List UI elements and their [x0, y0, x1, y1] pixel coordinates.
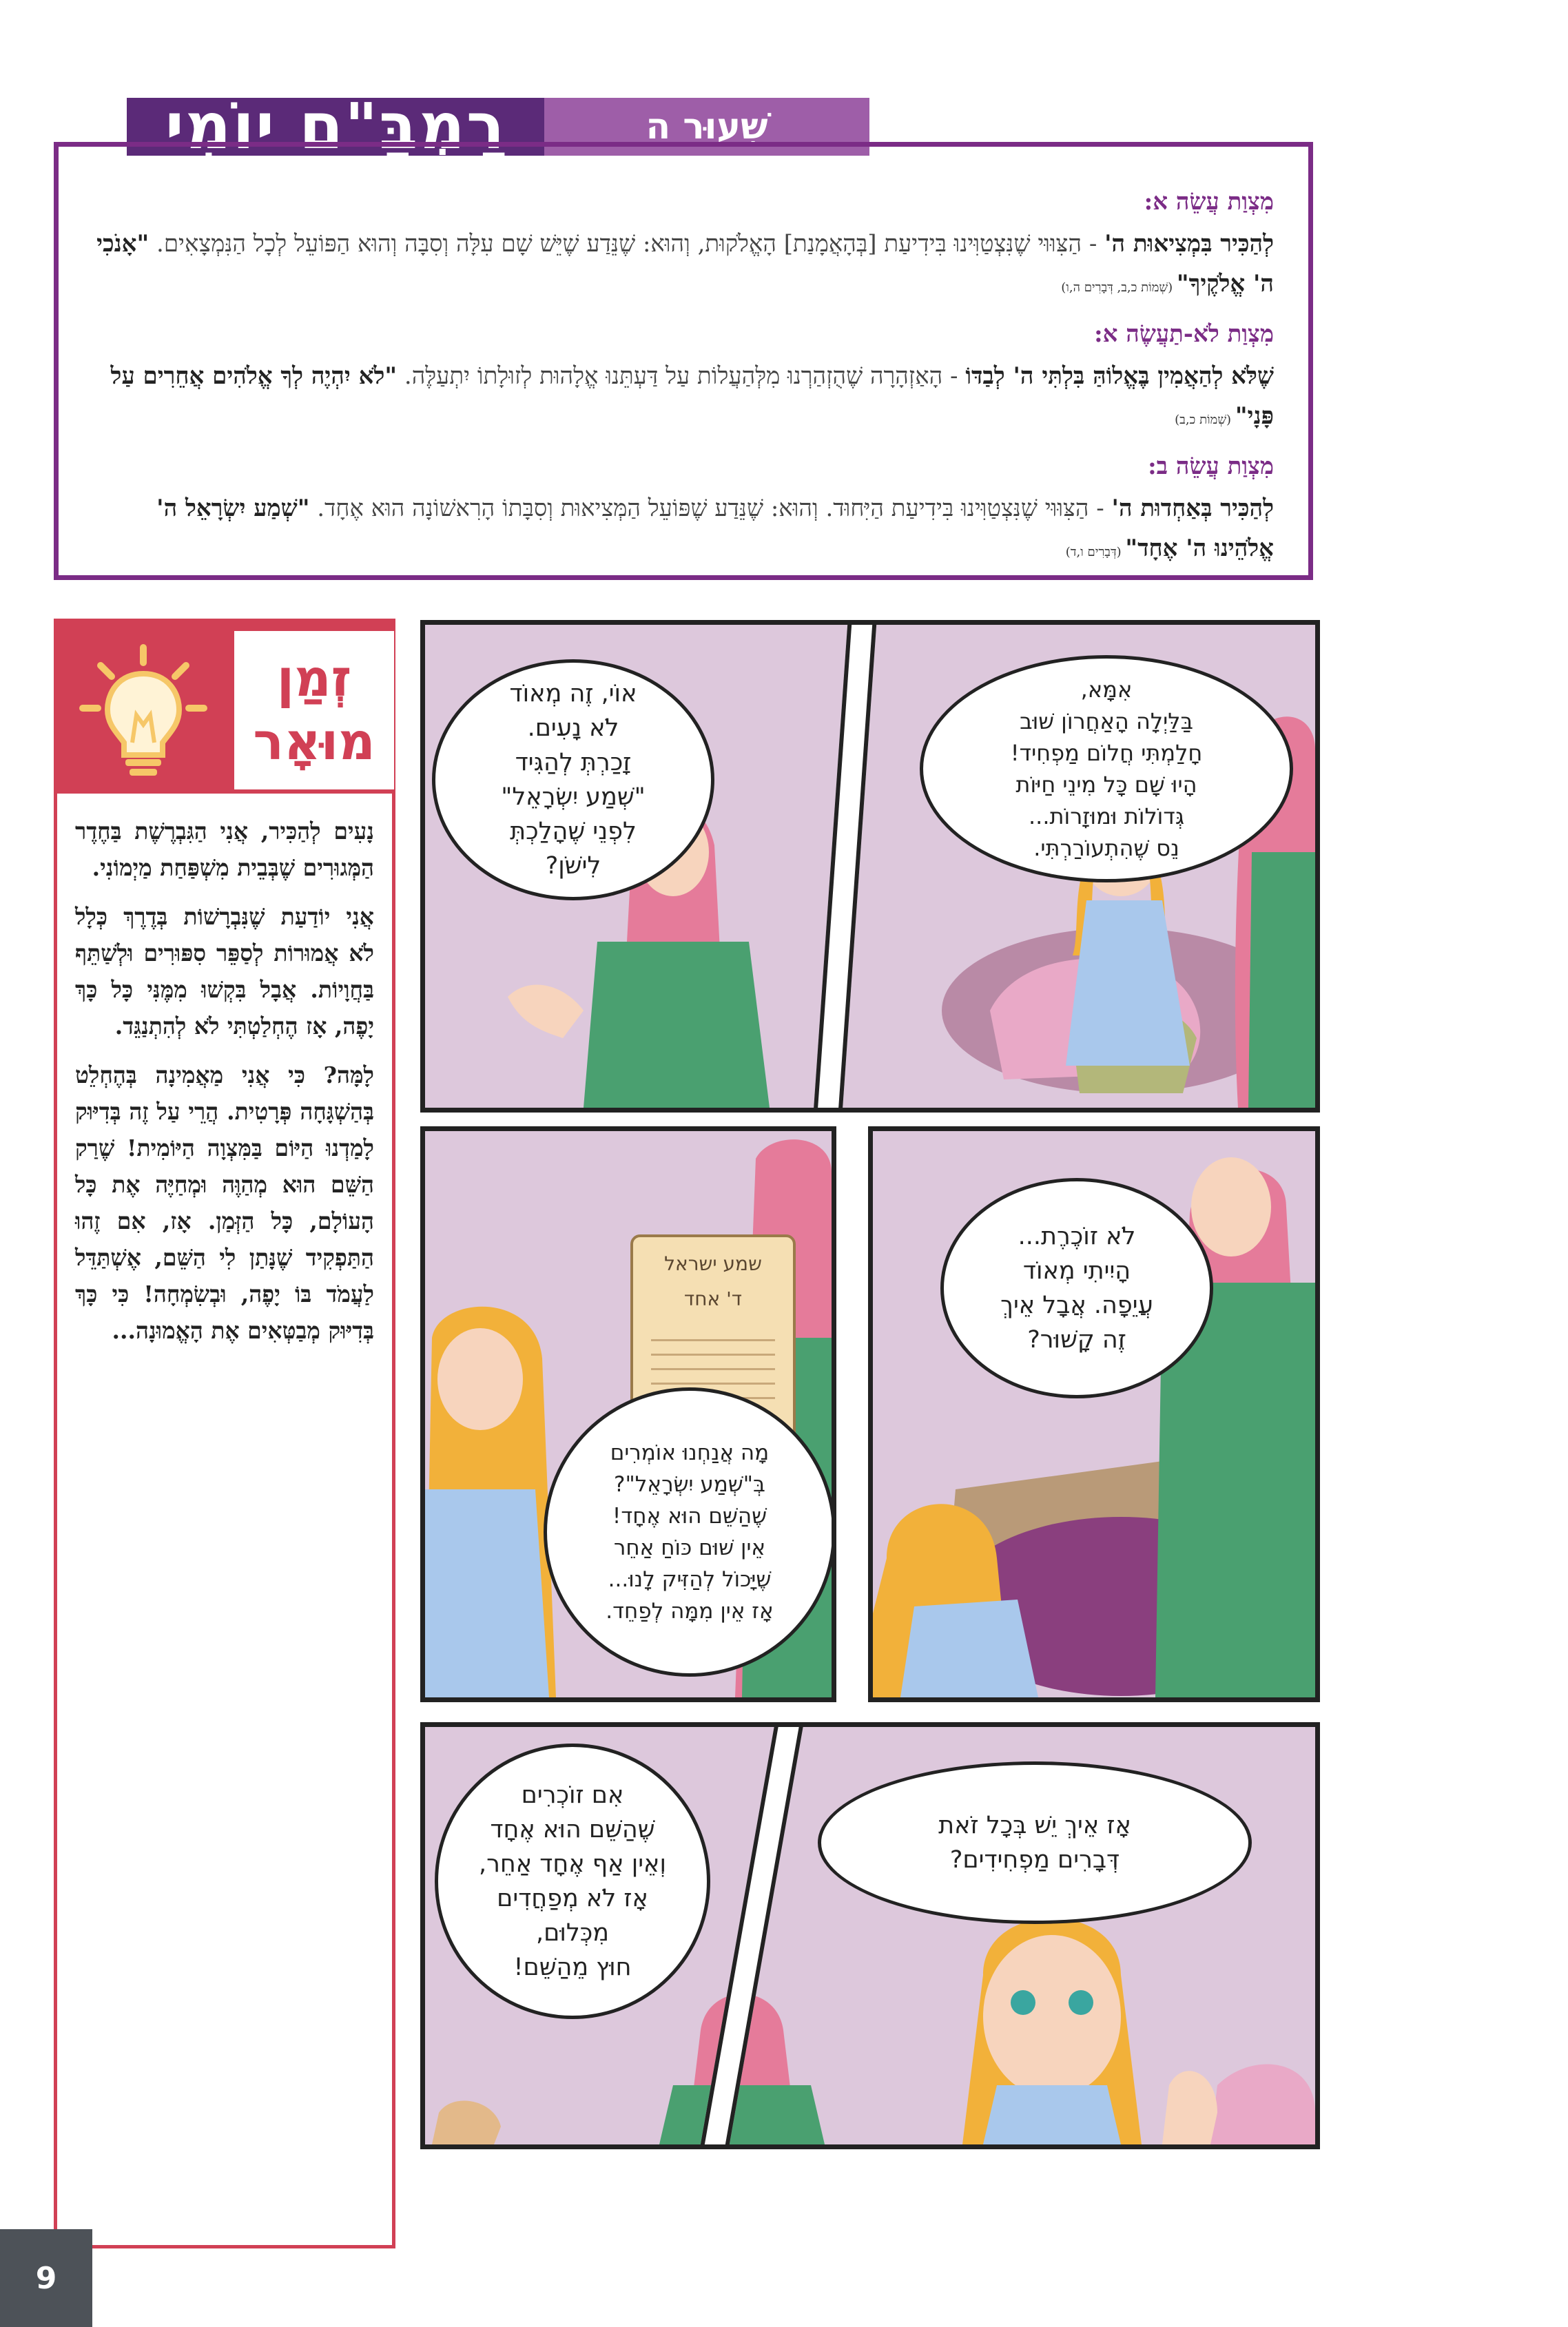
mitzvah-source: (דְּבָרִים ו,ד)	[1065, 545, 1126, 559]
lightbulb-icon	[74, 639, 212, 784]
speech-bubble-girl	[940, 1178, 1213, 1398]
dialogue-text: אָז אֵיךְ יֵשׁ בְּכָל זֹאת דְּבָרִים מַפְחִידִים?	[938, 1812, 1131, 1874]
mitzvah-heading: מִצְוַת עֲשֵׂה א:	[1144, 188, 1274, 216]
lesson-label: שִׁעוּר ה	[646, 106, 768, 147]
mitzvah-section-3	[93, 453, 1274, 572]
sidebar-title-line2: מוּאָר	[253, 712, 375, 772]
sidebar-header	[54, 619, 395, 794]
mitzvah-verse: "שְׁמַע יִשְׂרָאֵל ה' אֱלֹהֵינוּ ה' אֶחָד"	[156, 495, 1274, 562]
mitzvah-lead: לְהַכִּיר בְּאַחְדוּת ה'	[1111, 495, 1274, 522]
speech-bubble-mother	[544, 1387, 836, 1677]
sidebar-story-box	[54, 794, 395, 2248]
mitzvah-text	[93, 224, 1274, 308]
comic-panel-2	[868, 1126, 1320, 1702]
mitzvah-section-2	[93, 320, 1274, 440]
dialogue-text: לֹא זוֹכֶרֶת... הָיִיתִי מְאוֹד עֲיֵפָה. אֲבָל אֵיךְ זֶה קָשׁוּר?	[1000, 1223, 1153, 1354]
mitzvah-source: (שְׁמוֹת כ,ב, דְּבָרִים ה,ו)	[1061, 280, 1177, 295]
page-number: 9	[0, 2229, 92, 2327]
sidebar-title	[234, 631, 394, 789]
mitzvot-intro-box	[54, 142, 1313, 580]
comic-panel-1	[420, 620, 1320, 1113]
mitzvah-lead: לְהַכִּיר בִּמְצִיאוּת ה'	[1104, 230, 1274, 258]
dialogue-text: אוֹי, זֶה מְאוֹד לֹא נָעִים. זָכַרְתְּ לְהַגִּיד "שְׁמַע יִשְׂרָאֵל" לִפְנֵי שֶׁהָלַכְתְּ לִישֹׁן?	[501, 680, 646, 880]
sidebar-paragraph: אֲנִי יוֹדַעַת שֶׁנִּבְרָשׁוֹת בְּדֶרֶךְ כְּלָל לֹא אֲמוּרוֹת לְסַפֵּר סִפּוּרִים וּלְשַׁתֵּף בַּחֲוָיוֹת. אֲבָל בִּקְשׁוּ מִמֶּנִּי כָּל כָּךְ יָפֶה, אָז הֶחְלַטְתִּי לֹא לְהִתְנַגֵּד.	[75, 903, 374, 1040]
sidebar-paragraph: נָעִים לְהַכִּיר, אֲנִי הַגִּבְרֶשֶׁת בַּחֶדֶר הַמְּגוּרִים שֶׁבְּבֵית מִשְׁפַּחַת מַיְמוֹנִי.	[75, 818, 374, 881]
speech-bubble-girl	[920, 655, 1293, 882]
speech-bubble-mother	[435, 1744, 710, 2019]
speech-bubble-mother	[432, 659, 714, 900]
dialogue-text: אִמָּא, בַּלַּיְלָה הָאַחֲרוֹן שׁוּב חָלַמְתִּי חֲלוֹם מַפְחִיד! הָיוּ שָׁם כָּל מִינֵי חַיּוֹת גְּדוֹלוֹת וּמוּזָרוֹת... נֵס שֶׁהִתְעוֹרַרְתִּי.	[1010, 676, 1203, 861]
mitzvah-body: - הַצִּוּוּי שֶׁנִּצְטַוִּינוּ בִּידִיעַת הַיִּחוּד. וְהוּא: שֶׁנֵּדַע שֶׁפּוֹעֵל הַמְּצִיאוּת וְסִבָּתוֹ הָרִאשׁוֹנָה הוּא אֶחָד.	[309, 495, 1112, 522]
scroll-line-2: ד' אחד	[683, 1287, 743, 1310]
mitzvah-body: - הָאַזְהָרָה שֶׁהֻזְהַרְנוּ מִלְּהַעֲלוֹת עַל דַּעְתֵּנוּ אֱלָהוּת לְזוּלָתוֹ יִתְעַלֶּה.	[397, 362, 966, 390]
page-title: רַמְבַּ"ם יוֹמִי	[165, 90, 506, 163]
comic-panel-4	[420, 1722, 1320, 2149]
dialogue-text: מָה אֲנַחְנוּ אוֹמְרִים בְּ"שְׁמַע יִשְׂרָאֵל"? שֶׁהַשֵּׁם הוּא אֶחָד! אֵין שׁוּם כּוֹחַ אַחֵר שֶׁיָּכוֹל לְהַזִּיק לָנוּ... אָז אֵין מִמָּה לְפַחֵד.	[606, 1440, 774, 1624]
mitzvah-verse: "אָנֹכִי ה' אֱלֹקֶיךָ"	[96, 230, 1274, 298]
mitzvah-source: (שְׁמוֹת כ,ב)	[1175, 413, 1235, 427]
mitzvah-lead: שֶׁלֹּא לְהַאֲמִין בֶּאֱלוֹהַּ בִּלְתִּי ה' לְבַדּוֹ	[965, 362, 1274, 390]
sidebar-paragraph: לָמָּה? כִּי אֲנִי מַאֲמִינָה בְּהֶחְלֵט בְּהַשְׁגָּחָה פְּרָטִית. הֲרֵי עַל זֶה בְּדִיּוּק לָמַדְנוּ הַיּוֹם בַּמִּצְוָה הַיּוֹמִית! שֶׁרַק הַשֵּׁם הוּא מְהַוֶּה וּמְחַיֶּה אֶת כָּל הָעוֹלָם, כָּל הַזְּמַן. אָז, אִם זֶהוּ הַתַּפְקִיד שֶׁנָּתַן לִי הַשֵּׁם, אֶשְׁתַּדֵּל לַעֲמֹד בּוֹ יָפֶה, וּבְשִׂמְחָה! כִּי כָּךְ בְּדִיּוּק מְבַטְּאִים אֶת הָאֱמוּנָה...	[75, 1062, 374, 1344]
mitzvah-body: - הַצִּוּוּי שֶׁנִּצְטַוִּינוּ בִּידִיעַת [בְּהָאֲמָנַת] הָאֱלֹקוּת, וְהוּא: שֶׁנֵּדַע שֶׁיֵּשׁ שָׁם עִלָּה וְסִבָּה וְהוּא הַפּוֹעֵל לְכָל הַנִּמְצָאִים.	[149, 230, 1105, 258]
mitzvah-verse: "לֹא יִהְיֶה לְךָ אֱלֹהִים אֲחֵרִים עַל פָּנָי"	[110, 362, 1274, 430]
scroll-line-1: שמע ישראל	[664, 1252, 762, 1275]
mitzvah-section-1	[93, 188, 1274, 308]
sidebar-title-line1: זְמַן	[276, 649, 352, 708]
mitzvah-text	[93, 488, 1274, 572]
mitzvah-heading: מִצְוַת עֲשֵׂה ב:	[1148, 453, 1274, 480]
dialogue-text: אִם זוֹכְרִים שֶׁהַשֵּׁם הוּא אֶחָד וְאֵין אַף אֶחָד אַחֵר, אָז לֹא מְפַחֲדִים מִכְּלוּם, חוּץ מֵהַשֵּׁם!	[479, 1781, 666, 1981]
speech-bubble-girl	[818, 1761, 1252, 1924]
mitzvah-heading: מִצְוַת לֹא-תַעֲשֶׂה א:	[1094, 320, 1274, 348]
comic-panel-3	[420, 1126, 836, 1702]
mitzvah-text	[93, 356, 1274, 440]
